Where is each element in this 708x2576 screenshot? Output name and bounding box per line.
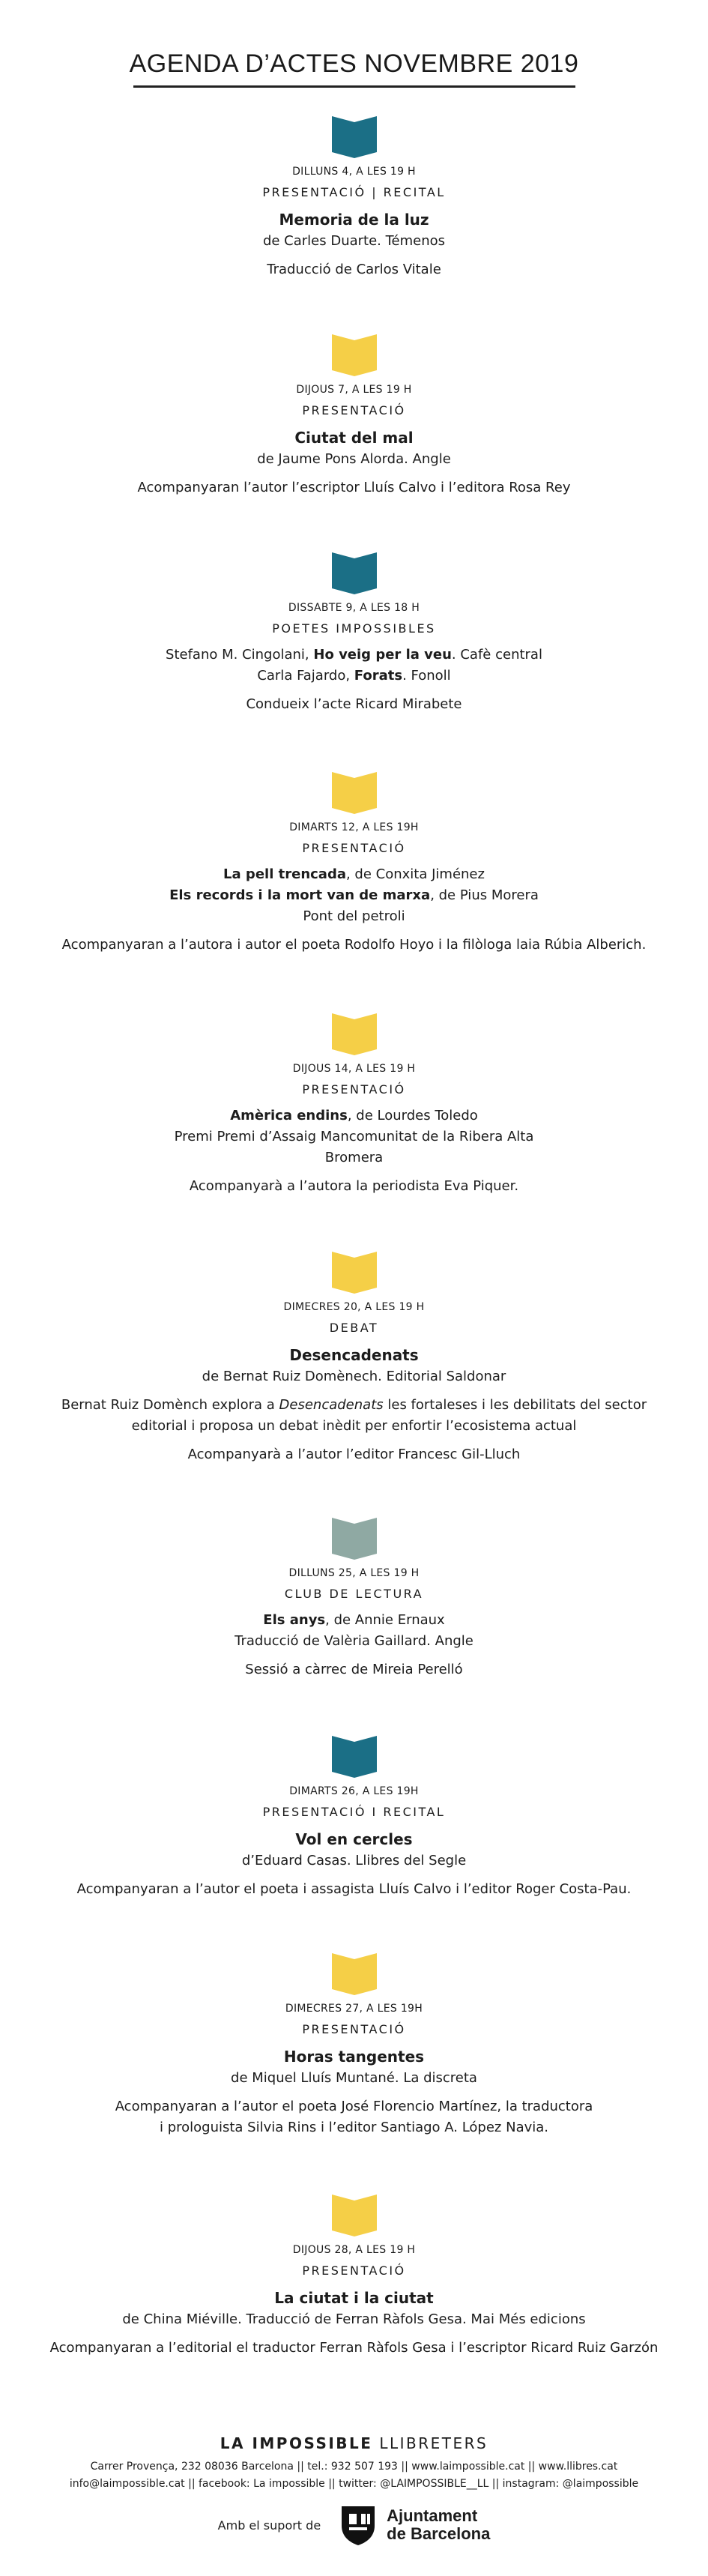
event-date: DISSABTE 9, A LES 18 H [288, 602, 420, 614]
event-category: CLUB DE LECTURA [284, 1587, 424, 1601]
contact-line-2: info@laimpossible.cat || facebook: La impossible || twitter: @LAIMPOSSIBLE__LL || instagram: @laimpossible [69, 2478, 639, 2490]
book-shape [332, 552, 377, 594]
event-note: Acompanyarà a l’autor l’editor Francesc Gil-Lluch [187, 1447, 521, 1462]
book-icon [332, 552, 377, 594]
event-title: La ciutat i la ciutat [274, 2289, 434, 2307]
event-line: Stefano M. Cingolani, Ho veig per la veu. Cafè central [166, 647, 542, 663]
brand-name: LA IMPOSSIBLE LLIBRETERS [220, 2434, 488, 2452]
event-title: Memoria de la luz [279, 211, 429, 229]
event-author: de China Miéville. Traducció de Ferran Ràfols Gesa. Mai Més edicions [122, 2311, 586, 2327]
event-category: PRESENTACIÓ [302, 2263, 406, 2278]
event-category: PRESENTACIÓ [302, 1082, 406, 1097]
event-date: DIMARTS 12, A LES 19H [289, 821, 419, 833]
event-author: de Miquel Lluís Muntané. La discreta [231, 2070, 477, 2086]
event-description: Bernat Ruiz Domènch explora a Desencadenats les fortaleses i les debilitats del sector [61, 1397, 647, 1413]
event-line: Amèrica endins, de Lourdes Toledo [230, 1108, 478, 1123]
event-category: PRESENTACIÓ [302, 2022, 406, 2036]
event-note: Traducció de Carlos Vitale [267, 262, 441, 277]
book-shape [332, 1252, 377, 1294]
book-icon [332, 1518, 377, 1560]
event-note: Acompanyaran l’autor l’escriptor Lluís Calvo i l’editora Rosa Rey [137, 480, 571, 495]
book-icon [332, 1736, 377, 1778]
event-item [0, 772, 708, 956]
book-shape [332, 772, 377, 814]
ajuntament-logo-text: Ajuntament de Barcelona [387, 2506, 491, 2543]
event-note: Acompanyaran a l’autor el poeta José Florencio Martínez, la traductora [115, 2099, 593, 2114]
title-underline [133, 85, 575, 88]
event-date: DILLUNS 25, A LES 19 H [288, 1567, 420, 1579]
event-author: d’Eduard Casas. Llibres del Segle [241, 1853, 467, 1868]
book-shape [332, 1736, 377, 1778]
footer [0, 2434, 708, 2493]
event-title: Vol en cercles [295, 1830, 413, 1848]
event-item [0, 2195, 708, 2359]
event-date: DIJOUS 14, A LES 19 H [292, 1063, 416, 1075]
support-block [0, 2503, 708, 2547]
event-date: DILLUNS 4, A LES 19 H [292, 166, 416, 178]
book-shape [332, 2195, 377, 2236]
event-publisher: Pont del petroli [303, 908, 405, 924]
book-shape [332, 1953, 377, 1995]
event-translation: Traducció de Valèria Gaillard. Angle [235, 1633, 473, 1649]
book-shape [332, 116, 377, 158]
contact-line-1: Carrer Provença, 232 08036 Barcelona || tel.: 932 507 193 || www.laimpossible.cat || www.llibres.cat [90, 2461, 618, 2473]
event-note: Acompanyaran a l’autor el poeta i assagista Lluís Calvo i l’editor Roger Costa-Pau. [76, 1881, 632, 1897]
book-icon [332, 1953, 377, 1995]
event-date: DIMECRES 20, A LES 19 H [283, 1301, 425, 1313]
event-category: PRESENTACIÓ I RECITAL [262, 1805, 446, 1819]
event-title: Horas tangentes [283, 2048, 425, 2066]
event-date: DIJOUS 7, A LES 19 H [296, 384, 412, 396]
event-note: Acompanyarà a l’autora la periodista Eva Piquer. [189, 1178, 519, 1194]
book-shape [332, 1518, 377, 1560]
book-icon [332, 2195, 377, 2236]
event-item [0, 1252, 708, 1465]
event-title: Ciutat del mal [294, 429, 414, 447]
book-icon [332, 1252, 377, 1294]
event-item [0, 1736, 708, 1900]
event-item [0, 1518, 708, 1680]
event-date: DIMARTS 26, A LES 19H [289, 1785, 419, 1797]
event-note: Sessió a càrrec de Mireia Perelló [245, 1662, 463, 1677]
book-icon [332, 116, 377, 158]
event-note: Condueix l’acte Ricard Mirabete [246, 696, 462, 712]
event-category: POETES IMPOSSIBLES [272, 621, 436, 636]
event-date: DIJOUS 28, A LES 19 H [292, 2244, 416, 2256]
event-author: de Jaume Pons Alorda. Angle [257, 451, 451, 467]
event-note-2: i prologuista Silvia Rins i l’editor Santiago A. López Navia. [159, 2120, 549, 2135]
event-category: DEBAT [329, 1321, 379, 1335]
event-category: PRESENTACIÓ | RECITAL [262, 185, 446, 199]
event-line: Els records i la mort van de marxa, de Pius Morera [169, 887, 539, 903]
event-category: PRESENTACIÓ [302, 841, 406, 855]
event-item [0, 1013, 708, 1197]
page-title: AGENDA D’ACTES NOVEMBRE 2019 [129, 49, 579, 78]
event-note: Acompanyaran a l’autora i autor el poeta Rodolfo Hoyo i la filòloga laia Rúbia Alberich. [61, 937, 647, 953]
barcelona-shield-logo [339, 2503, 378, 2547]
book-icon [332, 1013, 377, 1055]
event-line: La pell trencada, de Conxita Jiménez [223, 866, 485, 882]
event-date: DIMECRES 27, A LES 19H [285, 2003, 423, 2015]
event-item [0, 1953, 708, 2138]
event-author: de Bernat Ruiz Domènech. Editorial Saldonar [202, 1369, 506, 1384]
event-note: Acompanyaran a l’editorial el traductor Ferran Ràfols Gesa i l’escriptor Ricard Ruiz Garzón [49, 2340, 659, 2356]
event-line: Carla Fajardo, Forats. Fonoll [257, 668, 451, 684]
event-item [0, 116, 708, 280]
event-award: Premi Premi d’Assaig Mancomunitat de la Ribera Alta [174, 1129, 534, 1144]
event-item [0, 334, 708, 498]
book-shape [332, 334, 377, 376]
book-shape [332, 1013, 377, 1055]
support-text: Amb el suport de [217, 2518, 321, 2533]
event-line: Els anys, de Annie Ernaux [263, 1612, 445, 1628]
event-category: PRESENTACIÓ [302, 403, 406, 417]
event-item [0, 552, 708, 715]
book-icon [332, 334, 377, 376]
event-title: Desencadenats [289, 1346, 419, 1364]
book-icon [332, 772, 377, 814]
event-publisher: Bromera [324, 1150, 384, 1165]
event-description-2: editorial i proposa un debat inèdit per enfortir l’ecosistema actual [131, 1418, 577, 1434]
event-author: de Carles Duarte. Témenos [262, 233, 446, 249]
